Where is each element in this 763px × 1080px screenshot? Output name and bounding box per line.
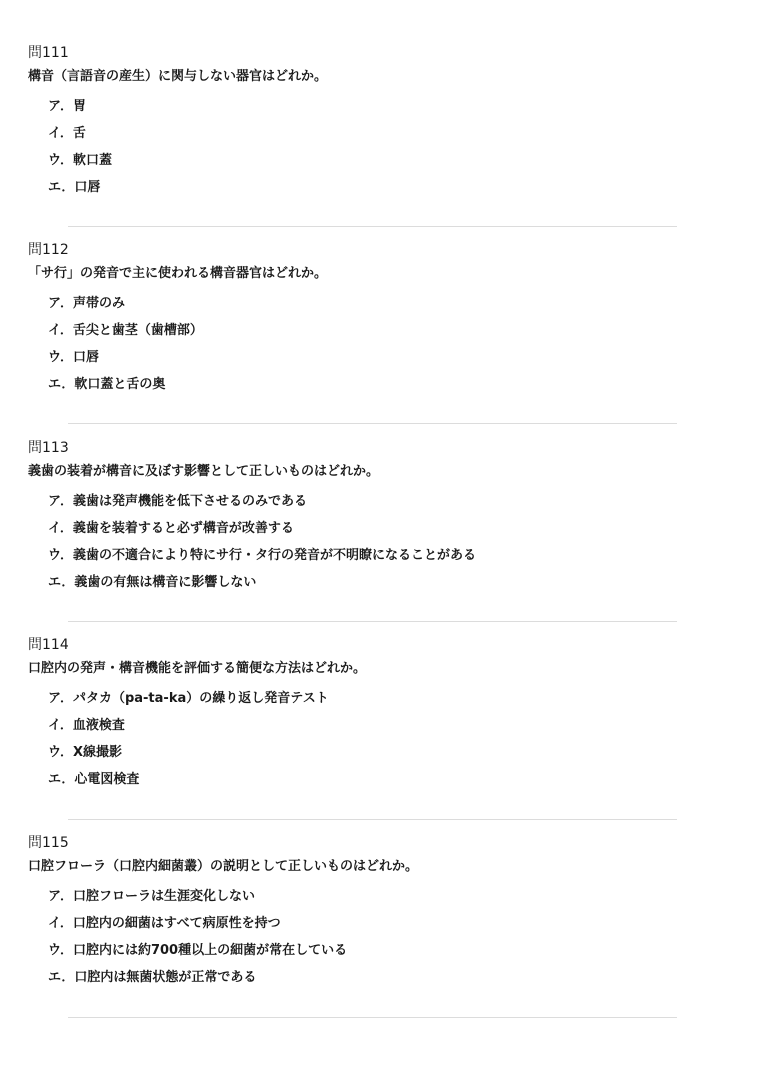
- choice-list: [48, 98, 728, 197]
- question-112: [28, 241, 728, 403]
- choice-e: エ．口唇: [48, 180, 101, 195]
- question-115: [28, 834, 728, 996]
- choice-a: ア．口腔フローラは生涯変化しない: [48, 889, 255, 904]
- choice-a: ア．声帯のみ: [48, 296, 125, 311]
- choice-e: エ．義歯の有無は構音に影響しない: [48, 575, 257, 590]
- divider: [68, 423, 677, 424]
- choice-a: ア．パタカ（pa-ta-ka）の繰り返し発音テスト: [48, 691, 329, 706]
- choice-a: ア．胃: [48, 99, 86, 114]
- choice-a: ア．義歯は発声機能を低下させるのみである: [48, 494, 307, 509]
- choice-list: [48, 493, 728, 592]
- choice-u: ウ．口唇: [48, 350, 99, 365]
- choice-u: ウ．軟口蓋: [48, 153, 112, 168]
- choice-i: イ．義歯を装着すると必ず構音が改善する: [48, 521, 294, 536]
- choice-list: [48, 295, 728, 394]
- choice-i: イ．舌尖と歯茎（歯槽部）: [48, 323, 203, 338]
- divider: [68, 1017, 677, 1018]
- question-113: [28, 439, 728, 601]
- choice-e: エ．口腔内は無菌状態が正常である: [48, 970, 257, 985]
- question-text: 「サ行」の発音で主に使われる構音器官はどれか。: [28, 266, 328, 281]
- choice-e: エ．心電図検査: [48, 772, 140, 787]
- question-text: 口腔内の発声・構音機能を評価する簡便な方法はどれか。: [28, 661, 367, 676]
- question-number: 問111: [28, 45, 69, 61]
- question-text: 口腔フローラ（口腔内細菌叢）の説明として正しいものはどれか。: [28, 859, 419, 874]
- choice-list: [48, 888, 728, 987]
- question-111: [28, 44, 728, 206]
- choice-u: ウ．X線撮影: [48, 745, 122, 760]
- question-number: 問114: [28, 637, 69, 653]
- question-number: 問113: [28, 440, 69, 456]
- choice-u: ウ．口腔内には約700種以上の細菌が常在している: [48, 943, 348, 958]
- divider: [68, 226, 677, 227]
- question-text: 義歯の装着が構音に及ぼす影響として正しいものはどれか。: [28, 464, 380, 479]
- choice-u: ウ．義歯の不適合により特にサ行・タ行の発音が不明瞭になることがある: [48, 548, 476, 563]
- question-number: 問115: [28, 835, 69, 851]
- question-text: 構音（言語音の産生）に関与しない器官はどれか。: [28, 69, 328, 84]
- divider: [68, 819, 677, 820]
- choice-e: エ．軟口蓋と舌の奥: [48, 377, 166, 392]
- divider: [68, 621, 677, 622]
- choice-i: イ．口腔内の細菌はすべて病原性を持つ: [48, 916, 281, 931]
- choice-list: [48, 690, 728, 789]
- question-number: 問112: [28, 242, 69, 258]
- choice-i: イ．舌: [48, 126, 86, 141]
- question-114: [28, 636, 728, 798]
- choice-i: イ．血液検査: [48, 718, 125, 733]
